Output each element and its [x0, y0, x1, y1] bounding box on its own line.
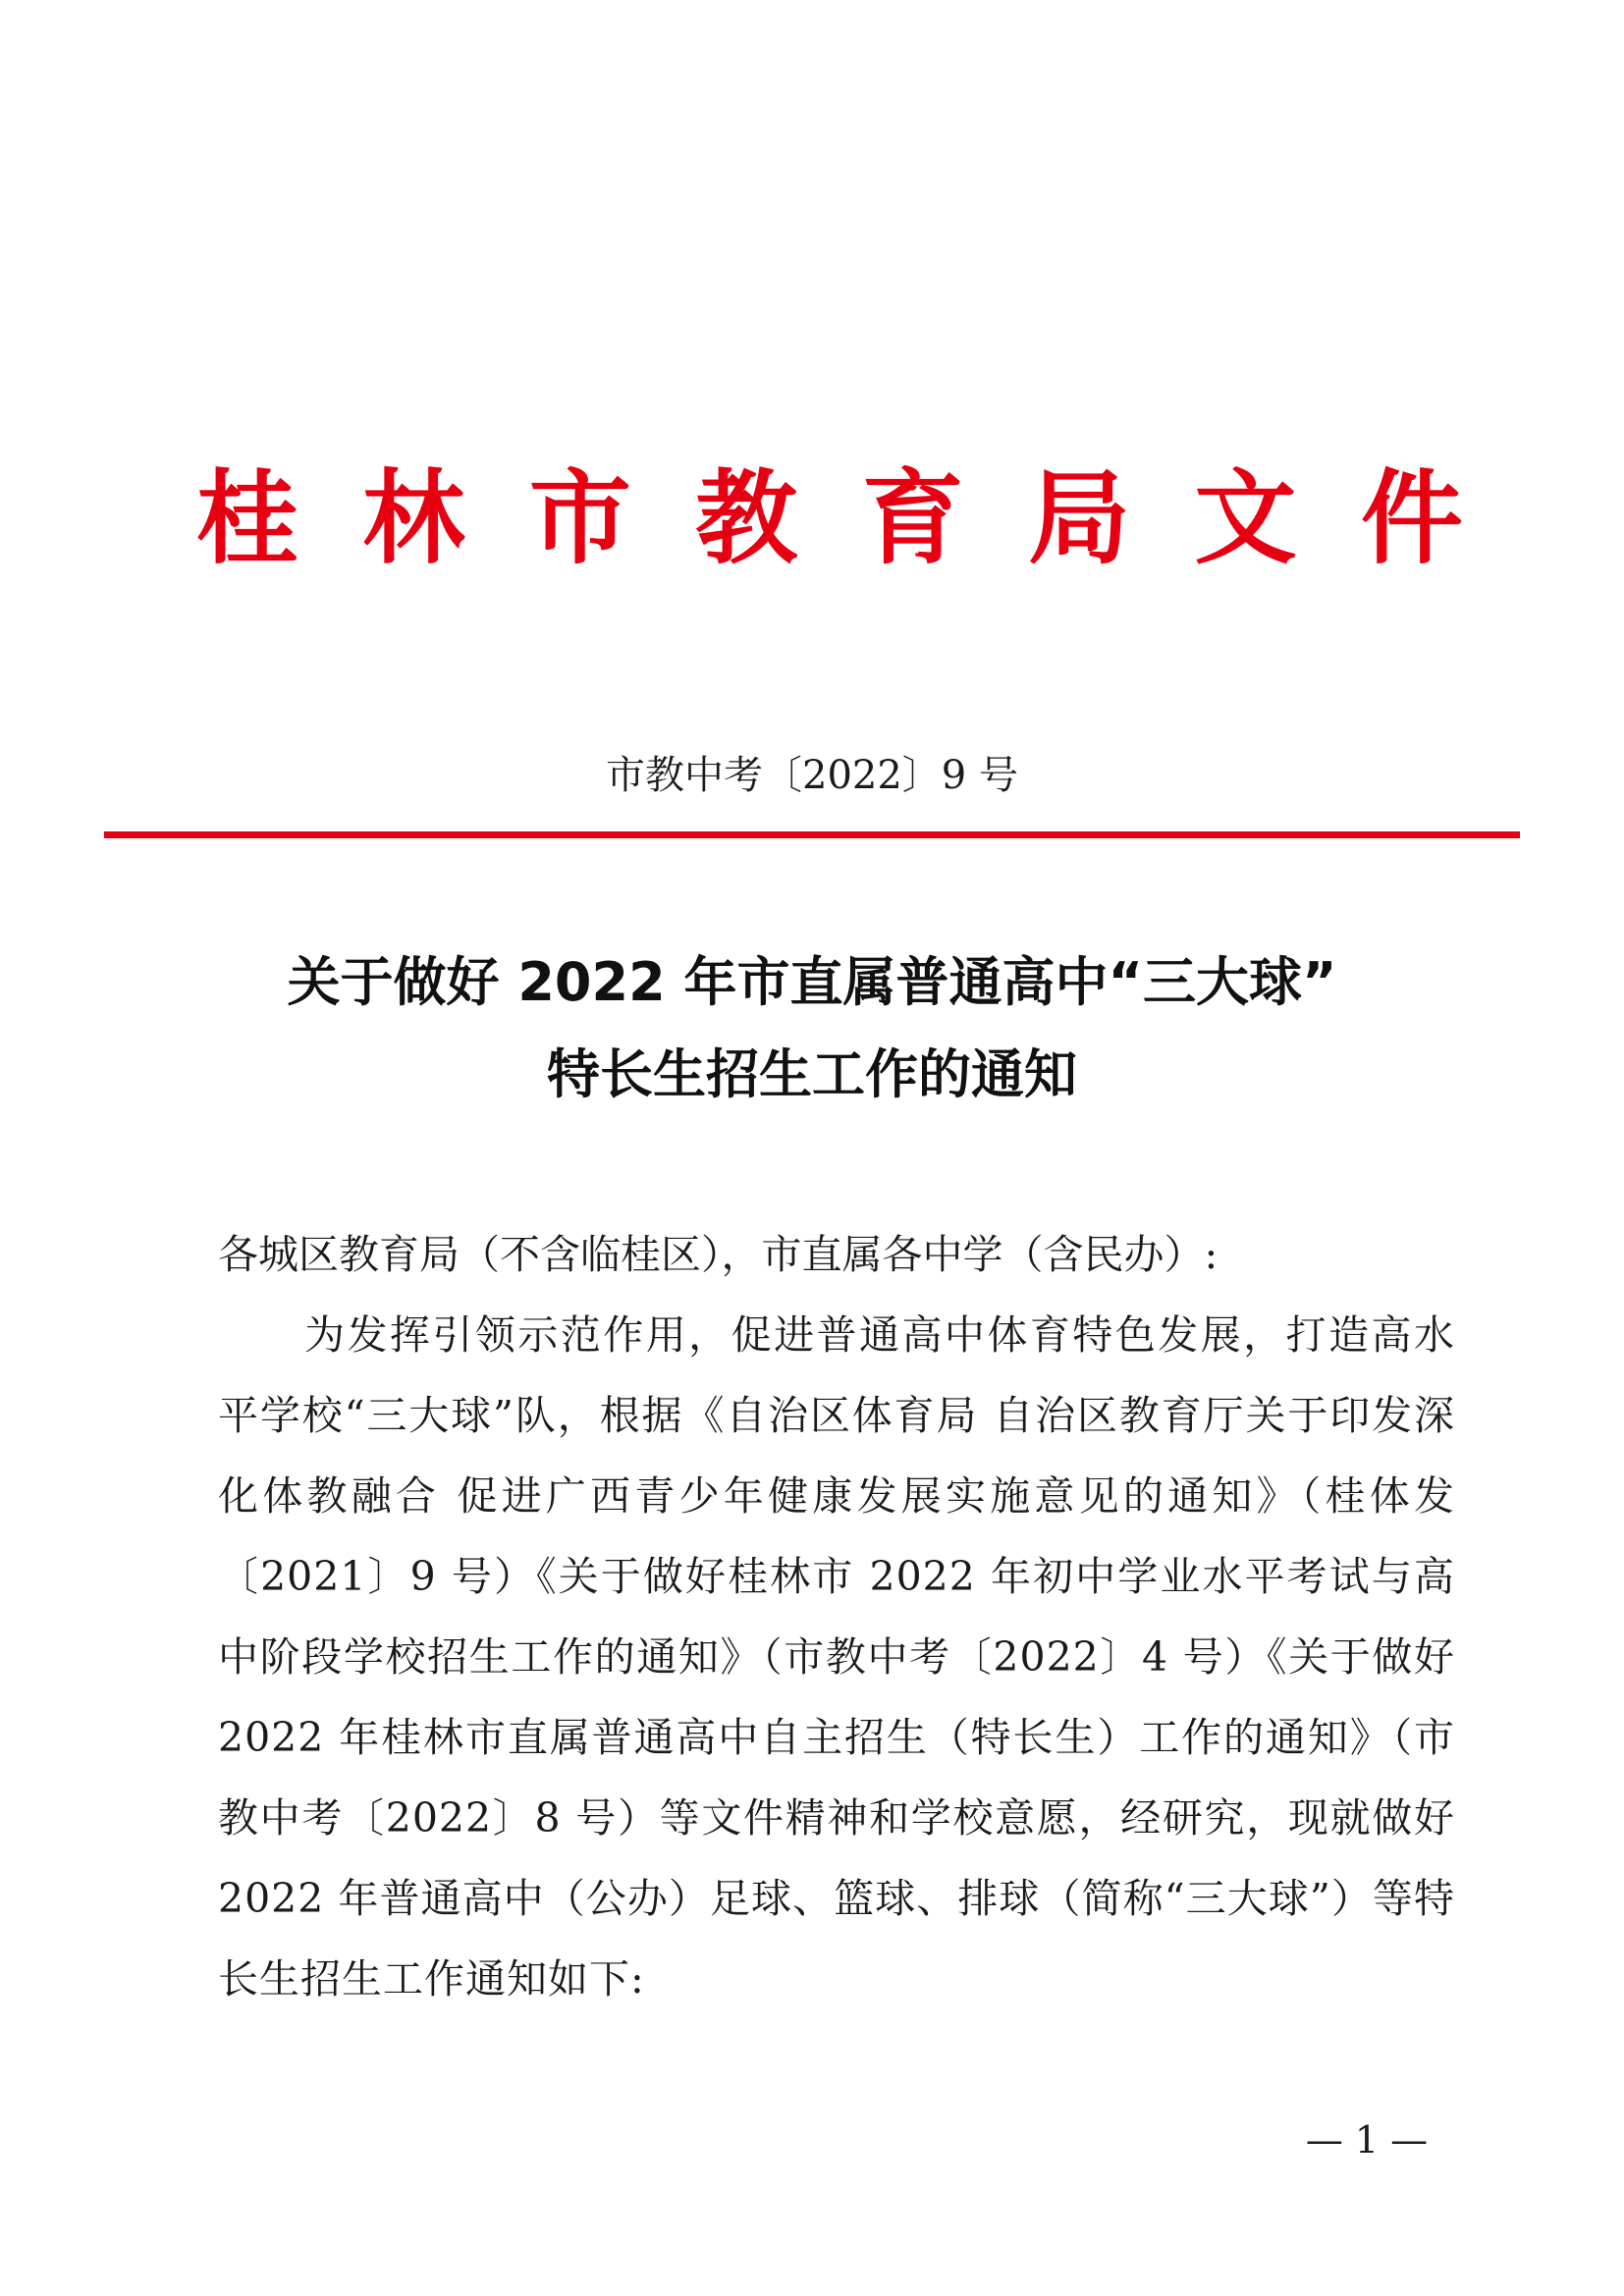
masthead-char: 桂	[196, 458, 299, 578]
document-body	[218, 1214, 1455, 2019]
masthead-char: 件	[1360, 458, 1463, 578]
masthead-char: 育	[861, 458, 964, 578]
document-title-line-2: 特长生招生工作的通知	[547, 1043, 1077, 1105]
document-masthead	[196, 459, 1463, 577]
document-number: 市教中考〔2022〕9 号	[606, 753, 1018, 798]
document-title-line-1: 关于做好 2022 年市直属普通高中“三大球”	[287, 951, 1337, 1013]
page-number: — 1 —	[1305, 2118, 1429, 2162]
masthead-char: 教	[695, 458, 798, 578]
masthead-char: 林	[362, 458, 465, 578]
masthead-char: 市	[528, 458, 631, 578]
salutation: 各城区教育局（不含临桂区），市直属各中学（含民办）:	[218, 1231, 1218, 1278]
masthead-char: 局	[1028, 458, 1131, 578]
body-paragraph: 为发挥引领示范作用，促进普通高中体育特色发展，打造高水平学校“三大球”队，根据《自治区体育局 自治区教育厅关于印发深化体教融合 促进广西青少年健康发展实施意见的通知》（桂体发〔2021〕9 号）《关于做好桂林市 2022 年初中学业水平考试与高中阶段学校招生工作的通知》（市教中考〔2022〕4 号）《关于做好 2022 年桂林市直属普通高中自主招生（特长生）工作的通知》（市教中考〔2022〕8 号）等文件精神和学校意愿，经研究，现就做好 2022 年普通高中（公办）足球、篮球、排球（简称“三大球”）等特长生招生工作通知如下:	[218, 1311, 1455, 2002]
red-separator-line	[104, 831, 1520, 838]
masthead-char: 文	[1194, 458, 1297, 578]
